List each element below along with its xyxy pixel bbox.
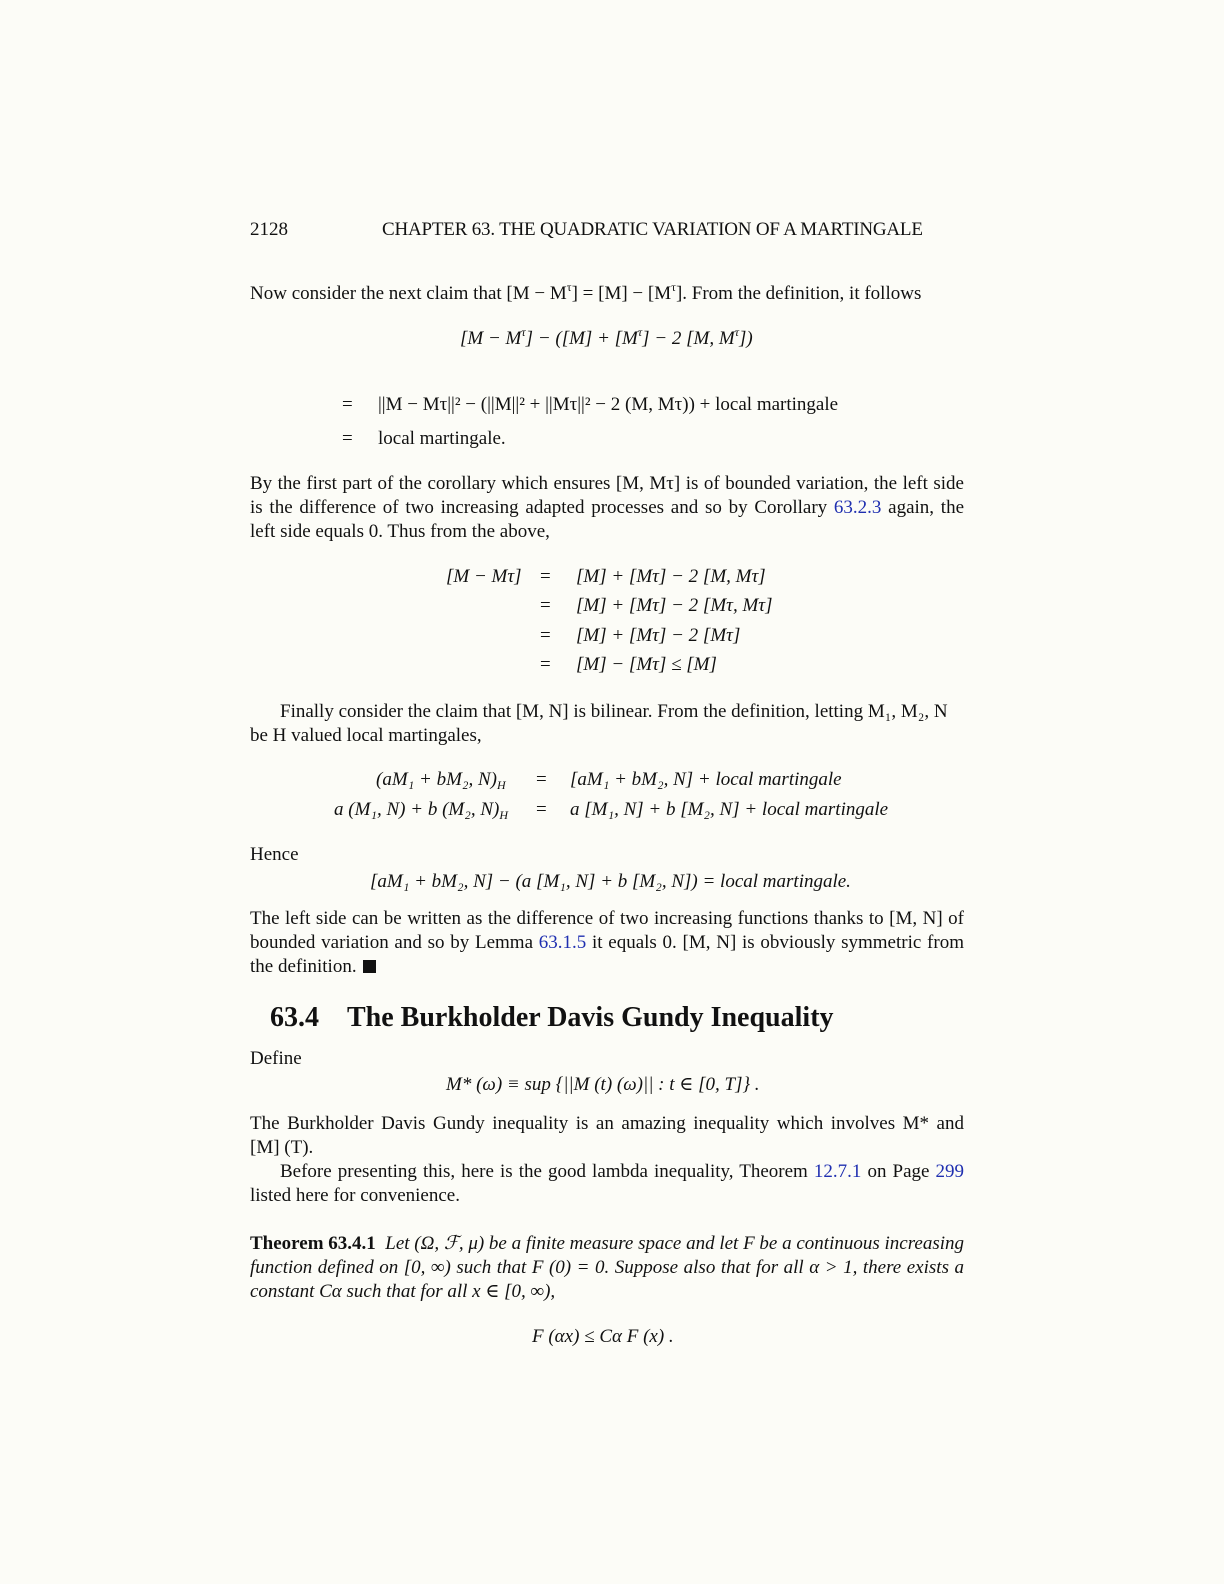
- eq3-lhs: [M − Mτ]: [446, 566, 522, 587]
- eq3-rel-1: =: [540, 566, 551, 587]
- equation-f-alpha: F (αx) ≤ Cα F (x) .: [532, 1326, 674, 1347]
- eq3-rhs-2: [M] + [Mτ] − 2 [Mτ, Mτ]: [576, 595, 773, 616]
- para2-text: By the first part of the corollary which ensures [M, Mτ] is of bounded variation, the left side is the difference of two increasing adapted processes and so by Corollary: [250, 473, 964, 518]
- theorem-link[interactable]: 12.7.1: [813, 1161, 862, 1182]
- eq3-rhs-4: [M] − [Mτ] ≤ [M]: [576, 654, 717, 675]
- subscript-h: H: [499, 808, 509, 822]
- lemma-link[interactable]: 63.1.5: [538, 932, 587, 953]
- tau-superscript: τ: [637, 325, 643, 339]
- paragraph-left-side: [250, 907, 964, 979]
- paragraph-bdg: The Burkholder Davis Gundy inequality is an amazing inequality which involves M* and [M] (T).: [250, 1113, 964, 1158]
- paragraph-bilinear-line2: be H valued local martingales,: [250, 725, 482, 746]
- tau-superscript: τ: [521, 325, 526, 339]
- eq1-part: ] − ([M] + [M: [525, 328, 638, 349]
- eq2-rel-2: =: [342, 428, 353, 449]
- eq3-rel-2: =: [540, 595, 551, 616]
- eq2-rhs-1: ||M − Mτ||² − (||M||² + ||Mτ||² − 2 (M, Mτ)) + local martingale: [378, 394, 839, 415]
- para2-text-end: again, the left side equals 0. Thus from the above,: [250, 497, 964, 542]
- eq3-rel-3: =: [540, 625, 551, 646]
- qed-square-icon: [363, 960, 376, 973]
- eq4-rel-2: =: [536, 799, 547, 820]
- para6-text: Before presenting this, here is the good lambda inequality, Theorem: [280, 1161, 814, 1182]
- eq3-rhs-3: [M] + [Mτ] − 2 [Mτ]: [576, 625, 741, 646]
- para4-text-end: it equals 0. [M, N] is obviously symmetric from the definition.: [250, 932, 964, 977]
- paragraph-claim: [250, 275, 921, 306]
- page-link[interactable]: 299: [935, 1161, 965, 1182]
- theorem-label: Theorem 63.4.1: [250, 1233, 376, 1254]
- para1-text-b: ] = [M] − [M: [571, 283, 672, 304]
- tau-superscript: τ: [671, 280, 676, 294]
- equation-difference: [460, 320, 753, 351]
- equation-mstar: M* (ω) ≡ sup {||M (t) (ω)|| : t ∈ [0, T]} .: [446, 1074, 760, 1095]
- subscript-h: H: [497, 778, 506, 792]
- eq1-part: [M − M: [460, 328, 522, 349]
- eq2-rhs-2: local martingale.: [378, 428, 506, 449]
- eq1-part: ] − 2 [M, M: [642, 328, 735, 349]
- eq4-rhs-1: [aM₁ + bM₂, N] + local martingale: [570, 769, 842, 790]
- tau-superscript: τ: [566, 280, 572, 294]
- running-title: CHAPTER 63. THE QUADRATIC VARIATION OF A MARTINGALE: [382, 219, 923, 240]
- hence-label: Hence: [250, 844, 299, 865]
- para1-text-c: ]. From the definition, it follows: [675, 283, 922, 304]
- eq4-rhs-2: a [M₁, N] + b [M₂, N] + local martingale: [570, 799, 889, 820]
- para4-text: The left side can be written as the difference of two increasing functions thanks to [M, N] of bounded variation and so by Lemma: [250, 908, 964, 953]
- page-number: 2128: [250, 219, 288, 240]
- eq4-lhs-1: [376, 768, 506, 797]
- para1-text-a: Now consider the next claim that [M − M: [250, 283, 567, 304]
- section-heading: [270, 1002, 834, 1034]
- eq3-rel-4: =: [540, 654, 551, 675]
- equation-hence: [aM₁ + bM₂, N] − (a [M₁, N] + b [M₂, N]) = local martingale.: [370, 871, 851, 892]
- para6-text-end: listed here for convenience.: [250, 1185, 460, 1206]
- define-label: Define: [250, 1048, 302, 1069]
- eq4-lhs-text: (aM₁ + bM₂, N): [376, 769, 498, 790]
- para6-text-mid: on Page: [861, 1161, 936, 1182]
- eq4-lhs-text: a (M₁, N) + b (M₂, N): [334, 799, 500, 820]
- paragraph-corollary: [250, 472, 964, 544]
- eq4-rel-1: =: [536, 769, 547, 790]
- tau-superscript: τ: [734, 325, 739, 339]
- section-title: The Burkholder Davis Gundy Inequality: [347, 1002, 834, 1033]
- section-number: 63.4: [270, 1002, 319, 1033]
- eq2-rel-1: =: [342, 394, 353, 415]
- paragraph-good-lambda: [250, 1160, 964, 1208]
- eq1-part: ]): [738, 328, 753, 349]
- corollary-link[interactable]: 63.2.3: [833, 497, 882, 518]
- eq4-lhs-2: [334, 798, 508, 827]
- paragraph-bilinear-line1: Finally consider the claim that [M, N] is bilinear. From the definition, letting M₁, M₂, N: [280, 701, 948, 722]
- theorem-block: [250, 1232, 964, 1304]
- theorem-body: Let (Ω, ℱ, μ) be a finite measure space and let F be a continuous increasing function defined on [0, ∞) such that F (0) = 0. Suppose also that for all α > 1, there exists a constant Cα such that for all x ∈ [0, ∞),: [250, 1233, 965, 1302]
- eq3-rhs-1: [M] + [Mτ] − 2 [M, Mτ]: [576, 566, 766, 587]
